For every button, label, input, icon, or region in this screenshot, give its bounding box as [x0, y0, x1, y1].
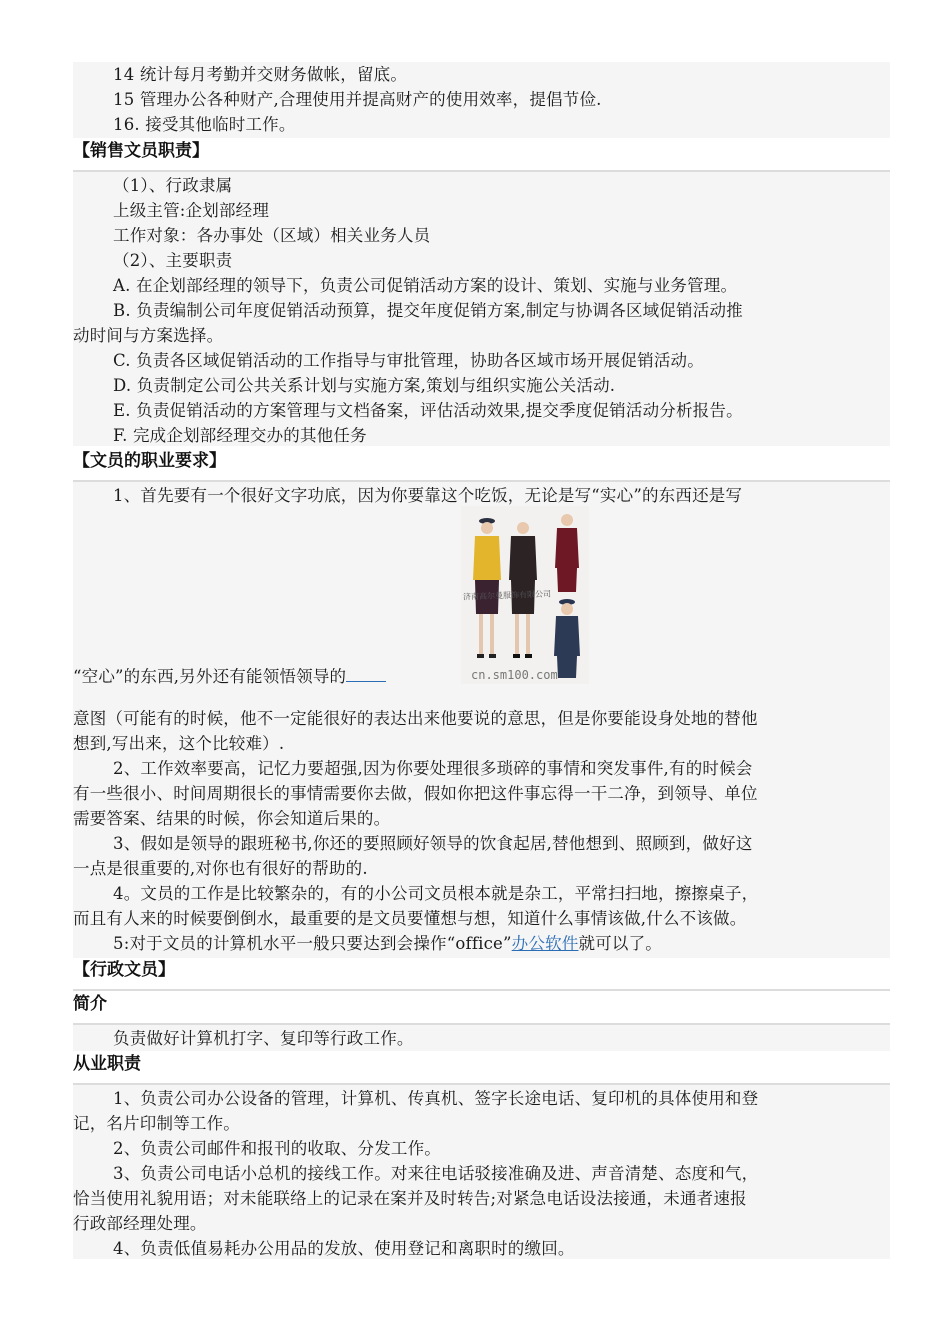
- photo-watermark: cn.sm100.com: [471, 668, 558, 682]
- sales-line: F. 完成企划部经理交办的其他任务: [113, 426, 367, 445]
- duties-heading: 从业职责: [73, 1054, 141, 1074]
- career-requirements-heading: 【文员的职业要求】: [73, 451, 226, 471]
- sales-line: B. 负责编制公司年度促销活动预算，提交年度促销方案,制定与协调各区域促销活动推: [113, 301, 743, 320]
- career-line-text: “空心”的东西,另外还有能领悟领导的: [73, 667, 347, 686]
- duty-line-15: 15 管理办公各种财产,合理使用并提高财产的使用效率，提倡节俭.: [113, 90, 602, 109]
- career-line: 3、假如是领导的跟班秘书,你还的要照顾好领导的饮食起居,替他想到、照顾到，做好这: [113, 834, 753, 853]
- career-line: 1、首先要有一个很好文字功底，因为你要靠这个吃饭，无论是写“实心”的东西还是写: [113, 486, 743, 505]
- image-link-underline[interactable]: [346, 669, 386, 682]
- intro-heading: 简介: [73, 994, 107, 1014]
- sales-line: 上级主管:企划部经理: [113, 201, 270, 220]
- career-line: 一点是很重要的,对你也有很好的帮助的.: [73, 859, 368, 878]
- career-line: 4。文员的工作是比较繁杂的，有的小公司文员根本就是杂工，平常扫扫地，擦擦桌子，: [113, 884, 759, 903]
- office-software-link[interactable]: 办公软件: [511, 934, 579, 953]
- career-line: [113, 933, 662, 955]
- career-line: 想到,写出来，这个比较难）.: [73, 734, 285, 753]
- career-line: 而且有人来的时候要倒倒水，最重要的是文员要懂想与想，知道什么事情该做,什么不该做。: [73, 909, 747, 928]
- intro-text: 负责做好计算机打字、复印等行政工作。: [113, 1029, 414, 1048]
- career-line: [73, 666, 386, 688]
- divider: [73, 989, 890, 991]
- career-line-text: 就可以了。: [578, 934, 662, 953]
- admin-clerk-heading: 【行政文员】: [73, 960, 175, 980]
- sales-line: D. 负责制定公司公共关系计划与实施方案,策划与组织实施公关活动.: [113, 376, 616, 395]
- career-line-text: 5:对于文员的计算机水平一般只要达到会操作“office”: [113, 934, 512, 953]
- admin-duty-line: 记，名片印制等工作。: [73, 1114, 240, 1133]
- uniform-photo: [461, 506, 589, 684]
- career-line: 意图（可能有的时候，他不一定能很好的表达出来他要说的意思，但是你要能设身处地的替他: [73, 709, 758, 728]
- sales-line: 工作对象：各办事处（区域）相关业务人员: [113, 226, 431, 245]
- sales-line: C. 负责各区域促销活动的工作指导与审批管理，协助各区域市场开展促销活动。: [113, 351, 704, 370]
- duty-line-16: 16. 接受其他临时工作。: [113, 115, 296, 134]
- admin-duty-line: 4、负责低值易耗办公用品的发放、使用登记和离职时的缴回。: [113, 1239, 575, 1258]
- admin-duty-line: 3、负责公司电话小总机的接线工作。对来往电话驳接准确及进、声音清楚、态度和气，: [113, 1164, 759, 1183]
- career-line: 需要答案、结果的时候，你会知道后果的。: [73, 809, 391, 828]
- duty-line-14: 14 统计每月考勤并交财务做帐，留底。: [113, 65, 408, 84]
- admin-duty-line: 2、负责公司邮件和报刊的收取、分发工作。: [113, 1139, 441, 1158]
- sales-line: E. 负责促销活动的方案管理与文档备案，评估活动效果,提交季度促销活动分析报告。: [113, 401, 743, 420]
- admin-duty-line: 1、负责公司办公设备的管理，计算机、传真机、签字长途电话、复印机的具体使用和登: [113, 1089, 759, 1108]
- sales-clerk-heading: 【销售文员职责】: [73, 141, 209, 161]
- sales-line: A. 在企划部经理的领导下，负责公司促销活动方案的设计、策划、实施与业务管理。: [113, 276, 738, 295]
- sales-line: （2）、主要职责: [113, 251, 233, 270]
- admin-duty-line: 恰当使用礼貌用语；对未能联络上的记录在案并及时转告;对紧急电话设法接通，未通者速报: [73, 1189, 747, 1208]
- career-line: 有一些很小、时间周期很长的事情需要你去做，假如你把这件事忘得一干二净，到领导、单位: [73, 784, 758, 803]
- sales-line: （1）、行政隶属: [113, 176, 233, 195]
- career-line: 2、工作效率要高，记忆力要超强,因为你要处理很多琐碎的事情和突发事件,有的时候会: [113, 759, 753, 778]
- admin-duty-line: 行政部经理处理。: [73, 1214, 207, 1233]
- sales-line: 动时间与方案选择。: [73, 326, 224, 345]
- photo-company-label: 济南高尔曼服饰有限公司: [462, 589, 552, 602]
